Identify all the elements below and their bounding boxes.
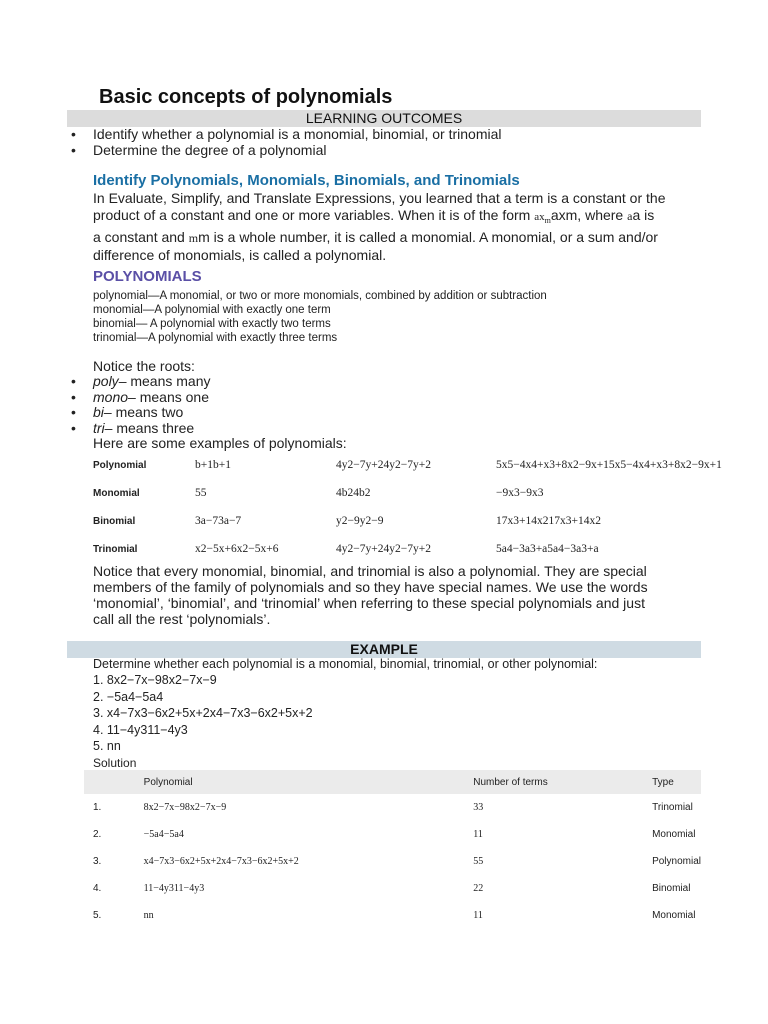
table-cell: 33 [473, 802, 484, 813]
paragraph-line: a constant and mm is a whole number, it is called a monomial. A monomial, or a sum and/or [93, 229, 658, 246]
list-item: 5. nn [93, 739, 121, 753]
table-cell: 22 [473, 883, 484, 894]
table-cell: 5a4−3a3+a5a4−3a3+a [496, 543, 599, 555]
table-row [84, 821, 701, 848]
paragraph-line: product of a constant and one or more variables. When it is of the form $ax_maxm$, where aa is [93, 206, 655, 225]
list-item: • poly– means many [54, 374, 211, 390]
row-label: Binomial [93, 515, 136, 527]
table-cell: x2−5x+6x2−5x+6 [195, 543, 279, 555]
table-cell: 4y2−7y+24y2−7y+2 [336, 543, 431, 555]
table-cell: 11 [473, 829, 483, 840]
table-cell: Polynomial [652, 856, 701, 867]
table-cell: 17x3+14x217x3+14x2 [496, 515, 601, 527]
table-cell: Trinomial [652, 802, 693, 813]
list-item: • Identify whether a polynomial is a monomial, binomial, or trinomial [54, 127, 502, 143]
row-label: Polynomial [93, 459, 147, 471]
table-row [84, 848, 701, 875]
list-item: 2. −5a4−5a4 [93, 689, 164, 704]
list-item: 4. 11−4y311−4y3 [93, 722, 188, 737]
list-item: • bi– means two [54, 405, 211, 421]
table-cell: Monomial [652, 910, 696, 921]
table-cell: 3a−73a−7 [195, 515, 242, 527]
definition: binomial— A polynomial with exactly two terms [93, 318, 331, 330]
solution-table [84, 770, 701, 929]
header-cell: Polynomial [143, 776, 193, 788]
paragraph-line: ‘monomial’, ‘binomial’, and ‘trinomial’ when referring to these special polynomials and just [93, 595, 645, 611]
section-heading: Identify Polynomials, Monomials, Binomials, and Trinomials [93, 172, 520, 189]
header-cell: Type [652, 776, 674, 788]
paragraph-line: call all the rest ‘polynomials’. [93, 611, 271, 627]
examples-intro: Here are some examples of polynomials: [93, 435, 347, 451]
example-prompt: Determine whether each polynomial is a monomial, binomial, trinomial, or other polynomial: [93, 657, 598, 671]
table-cell: Monomial [652, 829, 696, 840]
table-cell: 55 [195, 487, 207, 499]
list-item: 1. 8x2−7x−98x2−7x−9 [93, 673, 217, 687]
learning-outcomes-list [93, 127, 502, 158]
paragraph-line: Notice that every monomial, binomial, and trinomial is also a polynomial. They are special [93, 563, 647, 579]
table-row [93, 479, 722, 507]
table-cell: 2. [93, 829, 102, 840]
table-row [84, 875, 701, 902]
table-row [93, 535, 722, 563]
header-cell: Number of terms [473, 776, 548, 788]
page-title: Basic concepts of polynomials [99, 86, 393, 108]
definition: polynomial—A monomial, or two or more monomials, combined by addition or subtraction [93, 290, 547, 302]
table-cell: x4−7x3−6x2+5x+2x4−7x3−6x2+5x+2 [143, 856, 299, 867]
table-cell: nn [143, 910, 154, 921]
definition: trinomial—A polynomial with exactly three terms [93, 332, 338, 344]
table-row [84, 902, 701, 929]
table-row [84, 794, 701, 821]
header-cell [84, 770, 144, 794]
list-item: • Determine the degree of a polynomial [54, 143, 502, 159]
definitions [93, 289, 547, 345]
list-item: • mono– means one [54, 390, 211, 406]
table-cell: Binomial [652, 883, 691, 894]
table-cell: 1. [93, 802, 102, 813]
list-item: 3. x4−7x3−6x2+5x+2x4−7x3−6x2+5x+2 [93, 706, 313, 720]
definition: monomial—A polynomial with exactly one term [93, 304, 331, 316]
table-cell: 11 [473, 910, 483, 921]
learning-outcomes-heading: LEARNING OUTCOMES [67, 110, 701, 127]
roots-intro: Notice the roots: [93, 358, 195, 374]
table-row [93, 507, 722, 535]
table-cell: b+1b+1 [195, 459, 231, 471]
row-label: Trinomial [93, 543, 138, 555]
table-cell: 55 [473, 856, 484, 867]
table-cell: 5. [93, 910, 102, 921]
paragraph-line: In Evaluate, Simplify, and Translate Expressions, you learned that a term is a constant or the [93, 190, 666, 206]
paragraph-line: members of the family of polynomials and so they have special names. We use the words [93, 579, 648, 595]
table-cell: 5x5−4x4+x3+8x2−9x+15x5−4x4+x3+8x2−9x+1 [496, 459, 722, 471]
polynomials-heading: POLYNOMIALS [93, 268, 202, 285]
paragraph-line: difference of monomials, is called a polynomial. [93, 246, 387, 263]
table-header-row [84, 770, 701, 794]
problem-list [93, 672, 313, 755]
intro-paragraph [93, 190, 693, 263]
roots-list [93, 374, 211, 436]
table-cell: 11−4y311−4y3 [143, 883, 205, 894]
table-cell: −9x3−9x3 [496, 487, 544, 499]
table-cell: 8x2−7x−98x2−7x−9 [143, 802, 227, 813]
table-cell: y2−9y2−9 [336, 515, 384, 527]
examples-table [93, 451, 722, 563]
notice-paragraph [93, 563, 693, 627]
table-cell: 4b24b2 [336, 487, 371, 499]
table-cell: 3. [93, 856, 102, 867]
table-cell: −5a4−5a4 [143, 829, 184, 840]
example-heading: EXAMPLE [67, 641, 701, 658]
table-cell: 4. [93, 883, 102, 894]
table-row [93, 451, 722, 479]
solution-label: Solution [93, 756, 137, 770]
row-label: Monomial [93, 487, 140, 499]
list-item: • tri– means three [54, 421, 211, 437]
table-cell: 4y2−7y+24y2−7y+2 [336, 459, 431, 471]
